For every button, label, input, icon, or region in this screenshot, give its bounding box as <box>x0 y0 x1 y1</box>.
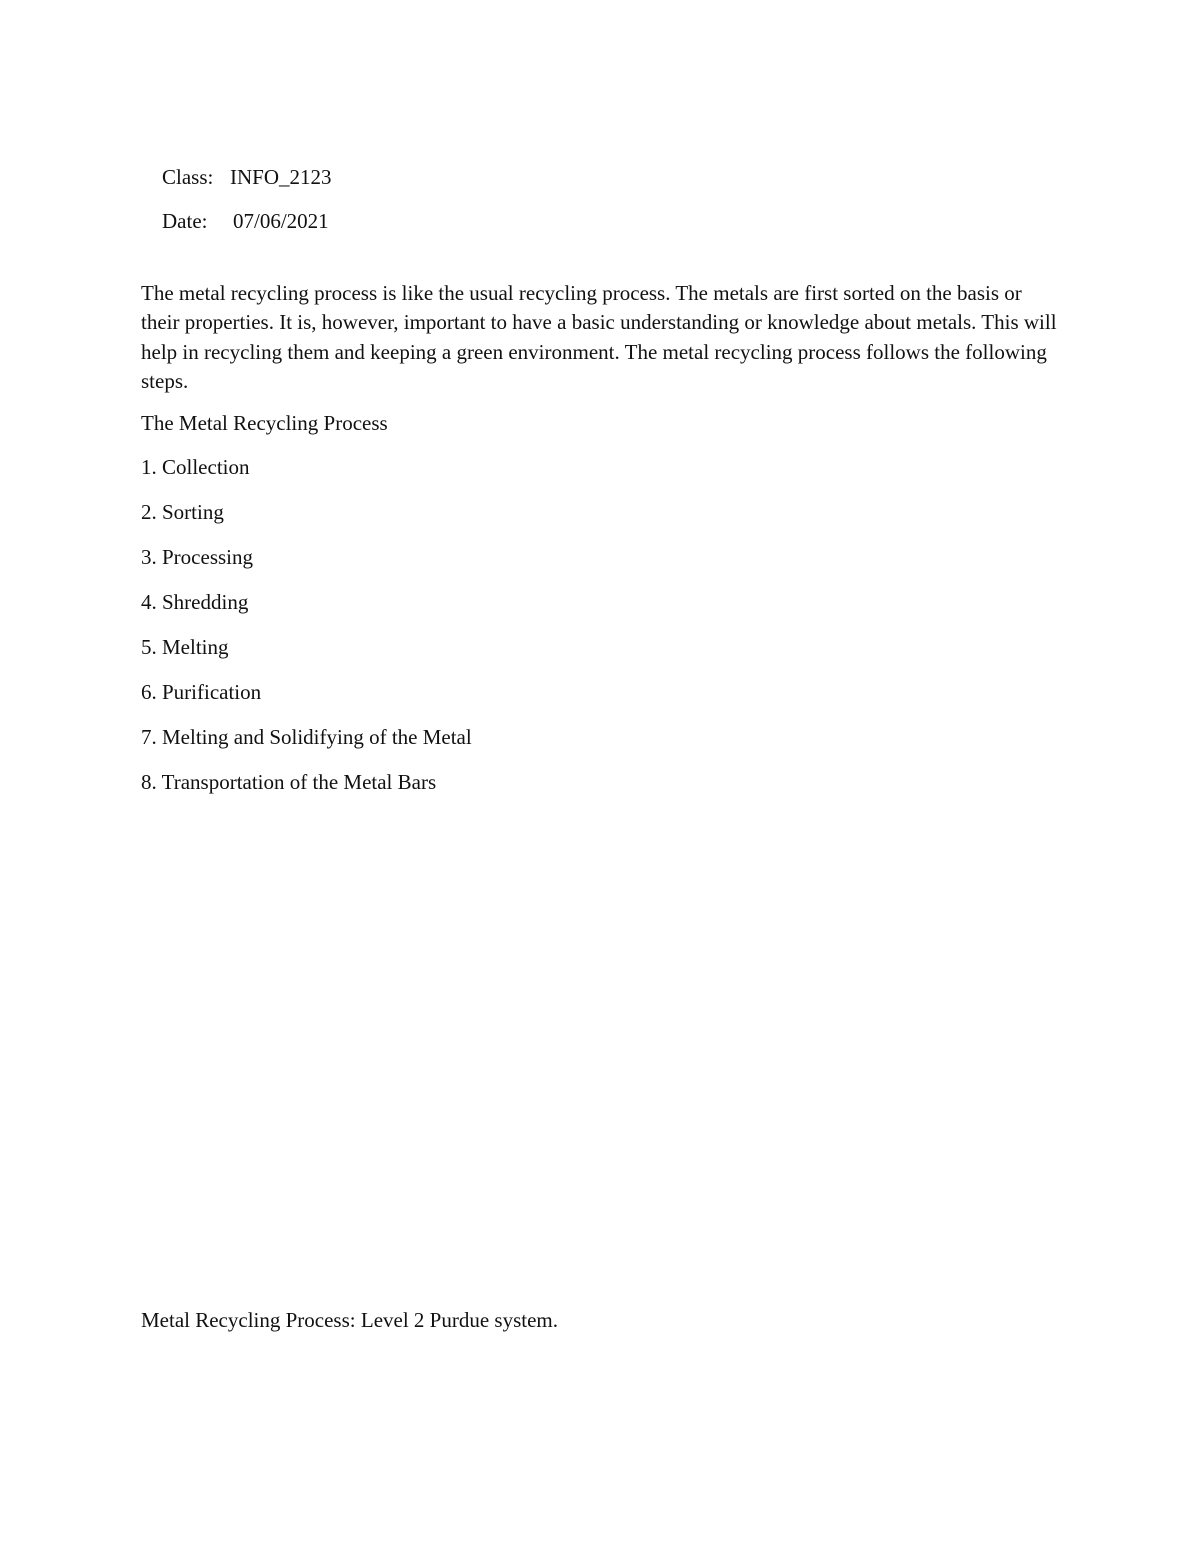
list-item: 7. Melting and Solidifying of the Metal <box>141 725 472 749</box>
list-item: 3. Processing <box>141 545 253 569</box>
list-item: 5. Melting <box>141 635 229 659</box>
date-line <box>141 190 329 253</box>
list-item: 4. Shredding <box>141 590 249 614</box>
intro-paragraph: The metal recycling process is like the usual recycling process. The metals are first sorted on the basis or their properties. It is, however, important to have a basic understanding or knowledge about metals. This will help in recycling them and keeping a green environment. The metal recycling process follows the following steps. <box>141 281 1057 394</box>
date-label: Date: <box>162 209 208 233</box>
class-label: Class: <box>162 165 214 189</box>
process-steps-list <box>141 457 472 817</box>
class-value: INFO_2123 <box>230 165 332 189</box>
list-item: 8. Transportation of the Metal Bars <box>141 770 437 794</box>
list-item: 6. Purification <box>141 680 262 704</box>
date-value: 07/06/2021 <box>233 209 329 233</box>
list-item: 1. Collection <box>141 455 250 479</box>
list-item: 2. Sorting <box>141 500 224 524</box>
footer-caption: Metal Recycling Process: Level 2 Purdue system. <box>141 1308 558 1332</box>
list-title: The Metal Recycling Process <box>141 411 388 435</box>
